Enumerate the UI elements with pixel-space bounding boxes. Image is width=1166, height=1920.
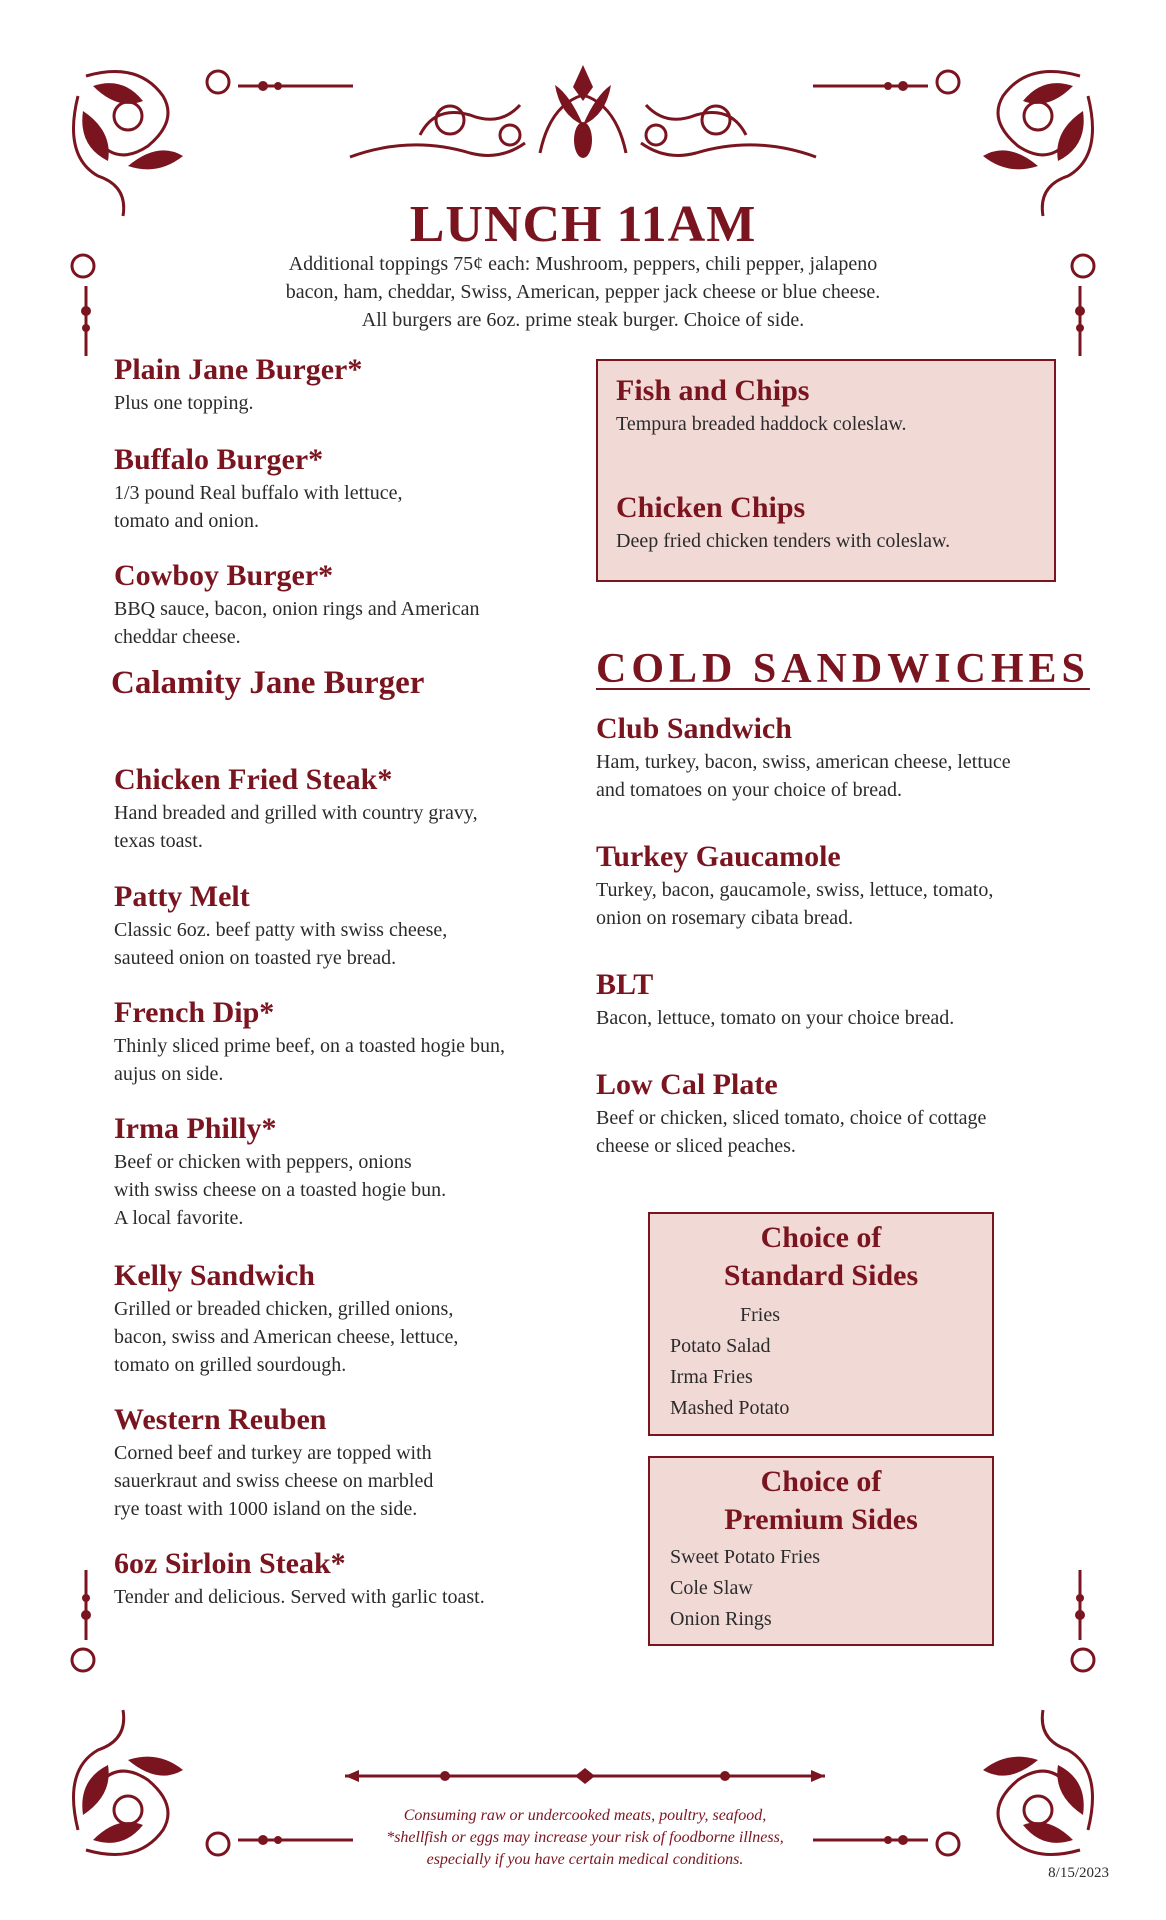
item-name: Calamity Jane Burger xyxy=(111,665,425,701)
menu-item-club-sandwich xyxy=(596,712,1096,804)
item-desc: Deep fried chicken tenders with coleslaw. xyxy=(616,530,951,552)
bottom-divider-ornament xyxy=(345,1768,825,1784)
menu-item-french-dip xyxy=(114,996,584,1088)
menu-item-buffalo-burger xyxy=(114,443,584,535)
menu-item-patty-melt xyxy=(114,880,584,972)
side-item: Onion Rings xyxy=(670,1608,772,1630)
menu-item-kelly-sandwich xyxy=(114,1259,584,1379)
side-item: Potato Salad xyxy=(670,1335,771,1357)
menu-title: LUNCH 11AM xyxy=(409,196,757,253)
top-center-flourish xyxy=(350,65,816,165)
menu-item-irma-philly xyxy=(114,1112,584,1232)
menu-item-western-reuben xyxy=(114,1403,584,1523)
item-desc: Tempura breaded haddock coleslaw. xyxy=(616,413,907,435)
bottom-left-corner-ornament xyxy=(68,1570,358,1860)
item-desc: Bacon, lettuce, tomato on your choice bread. xyxy=(596,1007,955,1029)
item-desc: Tender and delicious. Served with garlic toast. xyxy=(114,1586,485,1608)
item-desc: Thinly sliced prime beef, on a toasted hogie bun, aujus on side. xyxy=(114,1035,506,1085)
item-name: Kelly Sandwich xyxy=(114,1259,315,1292)
featured-items-box xyxy=(596,359,1056,582)
side-item: Sweet Potato Fries xyxy=(670,1546,820,1568)
menu-item-chicken-fried-steak xyxy=(114,763,584,855)
item-name: Western Reuben xyxy=(114,1403,327,1436)
item-desc: Corned beef and turkey are topped with sauerkraut and swiss cheese on marbled rye toast with 1000 island on the side. xyxy=(114,1442,434,1520)
menu-intro xyxy=(180,250,986,334)
premium-sides-title: Choice of Premium Sides xyxy=(724,1465,918,1536)
menu-item-plain-jane-burger xyxy=(114,353,584,417)
premium-sides-box xyxy=(648,1456,994,1646)
premium-sides-list xyxy=(670,1542,820,1635)
item-name: BLT xyxy=(596,968,654,1001)
item-name: Chicken Chips xyxy=(616,491,806,524)
item-name: Cowboy Burger* xyxy=(114,559,334,592)
menu-item-low-cal-plate xyxy=(596,1068,1096,1160)
food-safety-disclaimer: Consuming raw or undercooked meats, poultry, seafood, *shellfish or eggs may increase your risk of foodborne illness, especially if you have certain medical conditions. xyxy=(386,1807,784,1868)
intro-line: Additional toppings 75¢ each: Mushroom, peppers, chili pepper, jalapeno xyxy=(288,253,878,275)
item-name: 6oz Sirloin Steak* xyxy=(114,1547,346,1580)
standard-sides-list xyxy=(670,1300,789,1424)
menu-item-blt xyxy=(596,968,1096,1032)
item-desc: Beef or chicken with peppers, onions with swiss cheese on a toasted hogie bun. A local favorite. xyxy=(114,1151,447,1229)
item-name: Fish and Chips xyxy=(616,374,810,407)
side-item: Cole Slaw xyxy=(670,1577,753,1599)
item-desc: Hand breaded and grilled with country gravy, texas toast. xyxy=(114,802,478,852)
menu-item-turkey-gaucamole xyxy=(596,840,1096,932)
item-name: Plain Jane Burger* xyxy=(114,353,363,386)
side-item: Fries xyxy=(740,1304,780,1326)
item-name: Low Cal Plate xyxy=(596,1068,778,1101)
menu-date: 8/15/2023 xyxy=(1048,1865,1109,1881)
item-name: French Dip* xyxy=(114,996,275,1029)
item-name: Irma Philly* xyxy=(114,1112,277,1145)
intro-line: bacon, ham, cheddar, Swiss, American, pepper jack cheese or blue cheese. xyxy=(285,281,881,303)
menu-item-chicken-chips xyxy=(616,491,950,555)
standard-sides-box xyxy=(648,1212,994,1436)
item-desc: Beef or chicken, sliced tomato, choice of cottage cheese or sliced peaches. xyxy=(596,1107,987,1157)
item-desc: BBQ sauce, bacon, onion rings and American cheddar cheese. xyxy=(114,598,480,648)
item-desc: Grilled or breaded chicken, grilled onions, bacon, swiss and American cheese, lettuce, tomato on grilled sourdough. xyxy=(114,1298,459,1376)
standard-sides-title: Choice of Standard Sides xyxy=(723,1221,919,1292)
item-name: Buffalo Burger* xyxy=(114,443,324,476)
item-desc: 1/3 pound Real buffalo with lettuce, tomato and onion. xyxy=(114,482,403,532)
item-desc: Classic 6oz. beef patty with swiss cheese, sauteed onion on toasted rye bread. xyxy=(114,919,448,969)
side-item: Mashed Potato xyxy=(670,1397,790,1419)
item-name: Turkey Gaucamole xyxy=(596,840,841,873)
item-name: Patty Melt xyxy=(114,880,250,913)
item-desc: Ham, turkey, bacon, swiss, american cheese, lettuce and tomatoes on your choice of bread. xyxy=(596,751,1011,801)
menu-item-sirloin-steak xyxy=(114,1547,584,1611)
menu-item-cowboy-burger xyxy=(114,559,584,651)
item-desc: Turkey, bacon, gaucamole, swiss, lettuce, tomato, onion on rosemary cibata bread. xyxy=(596,879,994,929)
cold-sandwiches-heading: COLD SANDWICHES xyxy=(596,646,1090,692)
item-desc: Plus one topping. xyxy=(114,392,254,414)
item-name: Club Sandwich xyxy=(596,712,792,745)
menu-item-calamity-jane-burger xyxy=(111,666,581,700)
menu-item-fish-and-chips xyxy=(616,374,907,438)
side-item: Irma Fries xyxy=(670,1366,753,1388)
intro-line: All burgers are 6oz. prime steak burger. Choice of side. xyxy=(361,309,805,331)
item-name: Chicken Fried Steak* xyxy=(114,763,393,796)
